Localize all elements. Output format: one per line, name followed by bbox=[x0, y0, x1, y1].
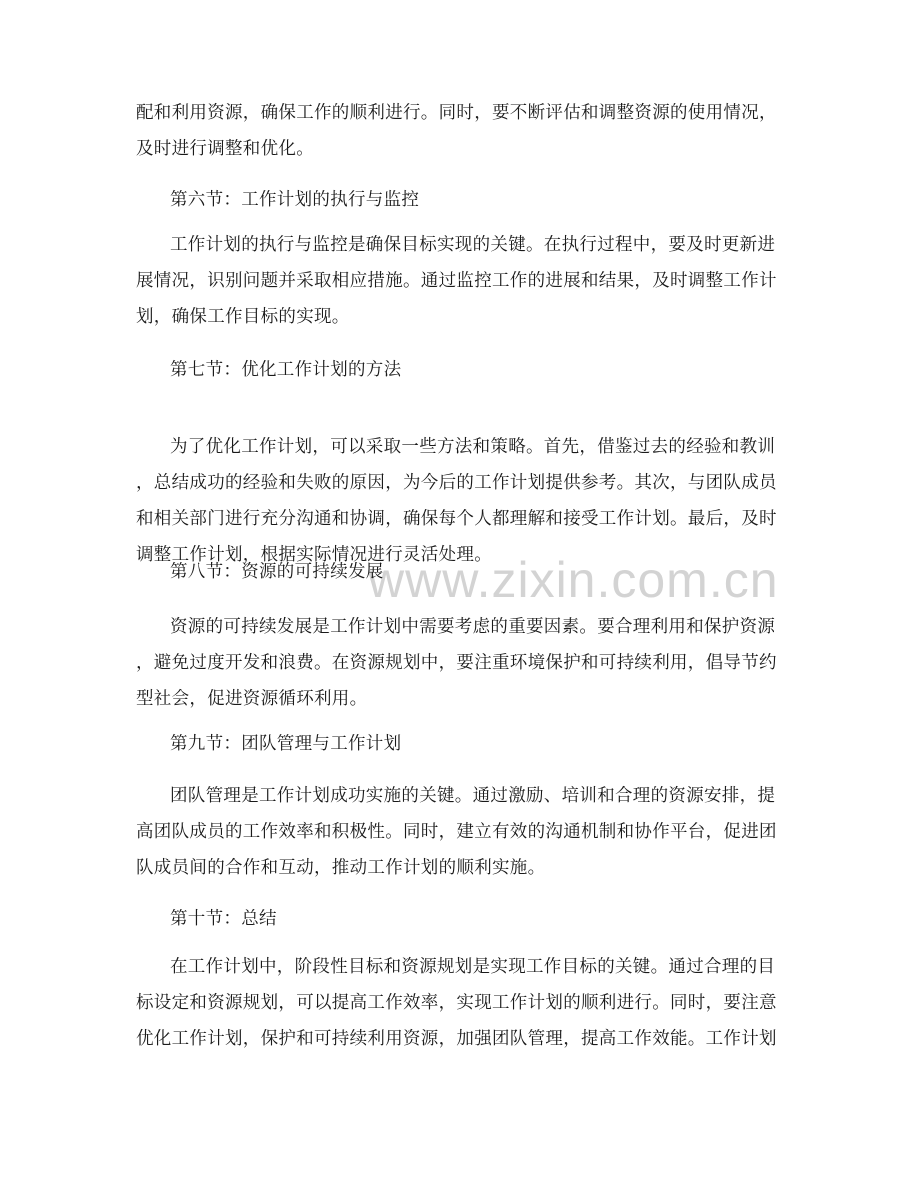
section-heading: 第八节：资源的可持续发展 bbox=[170, 562, 384, 582]
paragraph-line: 在工作计划中，阶段性目标和资源规划是实现工作目标的关键。通过合理的目 bbox=[170, 957, 776, 977]
paragraph-line: 为了优化工作计划，可以采取一些方法和策略。首先，借鉴过去的经验和教训 bbox=[170, 437, 776, 457]
paragraph-line: 配和利用资源，确保工作的顺利进行。同时，要不断评估和调整资源的使用情况， bbox=[136, 103, 777, 123]
paragraph-line: 展情况，识别问题并采取相应措施。通过监控工作的进展和结果，及时调整工作计 bbox=[136, 271, 777, 291]
section-heading: 第六节：工作计划的执行与监控 bbox=[170, 190, 420, 210]
paragraph-line: 划，确保工作目标的实现。 bbox=[136, 307, 350, 327]
paragraph-line: 优化工作计划，保护和可持续利用资源，加强团队管理，提高工作效能。工作计划 bbox=[136, 1029, 777, 1049]
paragraph-line: 高团队成员的工作效率和积极性。同时，建立有效的沟通机制和协作平台，促进团 bbox=[136, 822, 777, 842]
paragraph-line: 标设定和资源规划，可以提高工作效率，实现工作计划的顺利进行。同时，要注意 bbox=[136, 993, 777, 1013]
paragraph-line: 队成员间的合作和互动，推动工作计划的顺利实施。 bbox=[136, 858, 546, 878]
watermark: www.zixin.com.cn bbox=[368, 552, 779, 608]
paragraph-line: ，总结成功的经验和失败的原因，为今后的工作计划提供参考。其次，与团队成员 bbox=[136, 473, 777, 493]
paragraph-line: ，避免过度开发和浪费。在资源规划中，要注重环境保护和可持续利用，倡导节约 bbox=[136, 653, 777, 673]
paragraph-line: 工作计划的执行与监控是确保目标实现的关键。在执行过程中，要及时更新进 bbox=[170, 235, 776, 255]
paragraph-line: 及时进行调整和优化。 bbox=[136, 139, 314, 159]
section-heading: 第七节：优化工作计划的方法 bbox=[170, 360, 402, 380]
paragraph-line: 和相关部门进行充分沟通和协调，确保每个人都理解和接受工作计划。最后，及时 bbox=[136, 509, 777, 529]
paragraph-line: 调整工作计划，根据实际情况进行灵活处理。 bbox=[136, 545, 492, 565]
paragraph-line: 团队管理是工作计划成功实施的关键。通过激励、培训和合理的资源安排，提 bbox=[170, 786, 776, 806]
paragraph-line: 型社会，促进资源循环利用。 bbox=[136, 689, 368, 709]
paragraph-line: 资源的可持续发展是工作计划中需要考虑的重要因素。要合理利用和保护资源 bbox=[170, 617, 776, 637]
section-heading: 第十节：总结 bbox=[170, 909, 277, 929]
section-heading: 第九节：团队管理与工作计划 bbox=[170, 734, 402, 754]
